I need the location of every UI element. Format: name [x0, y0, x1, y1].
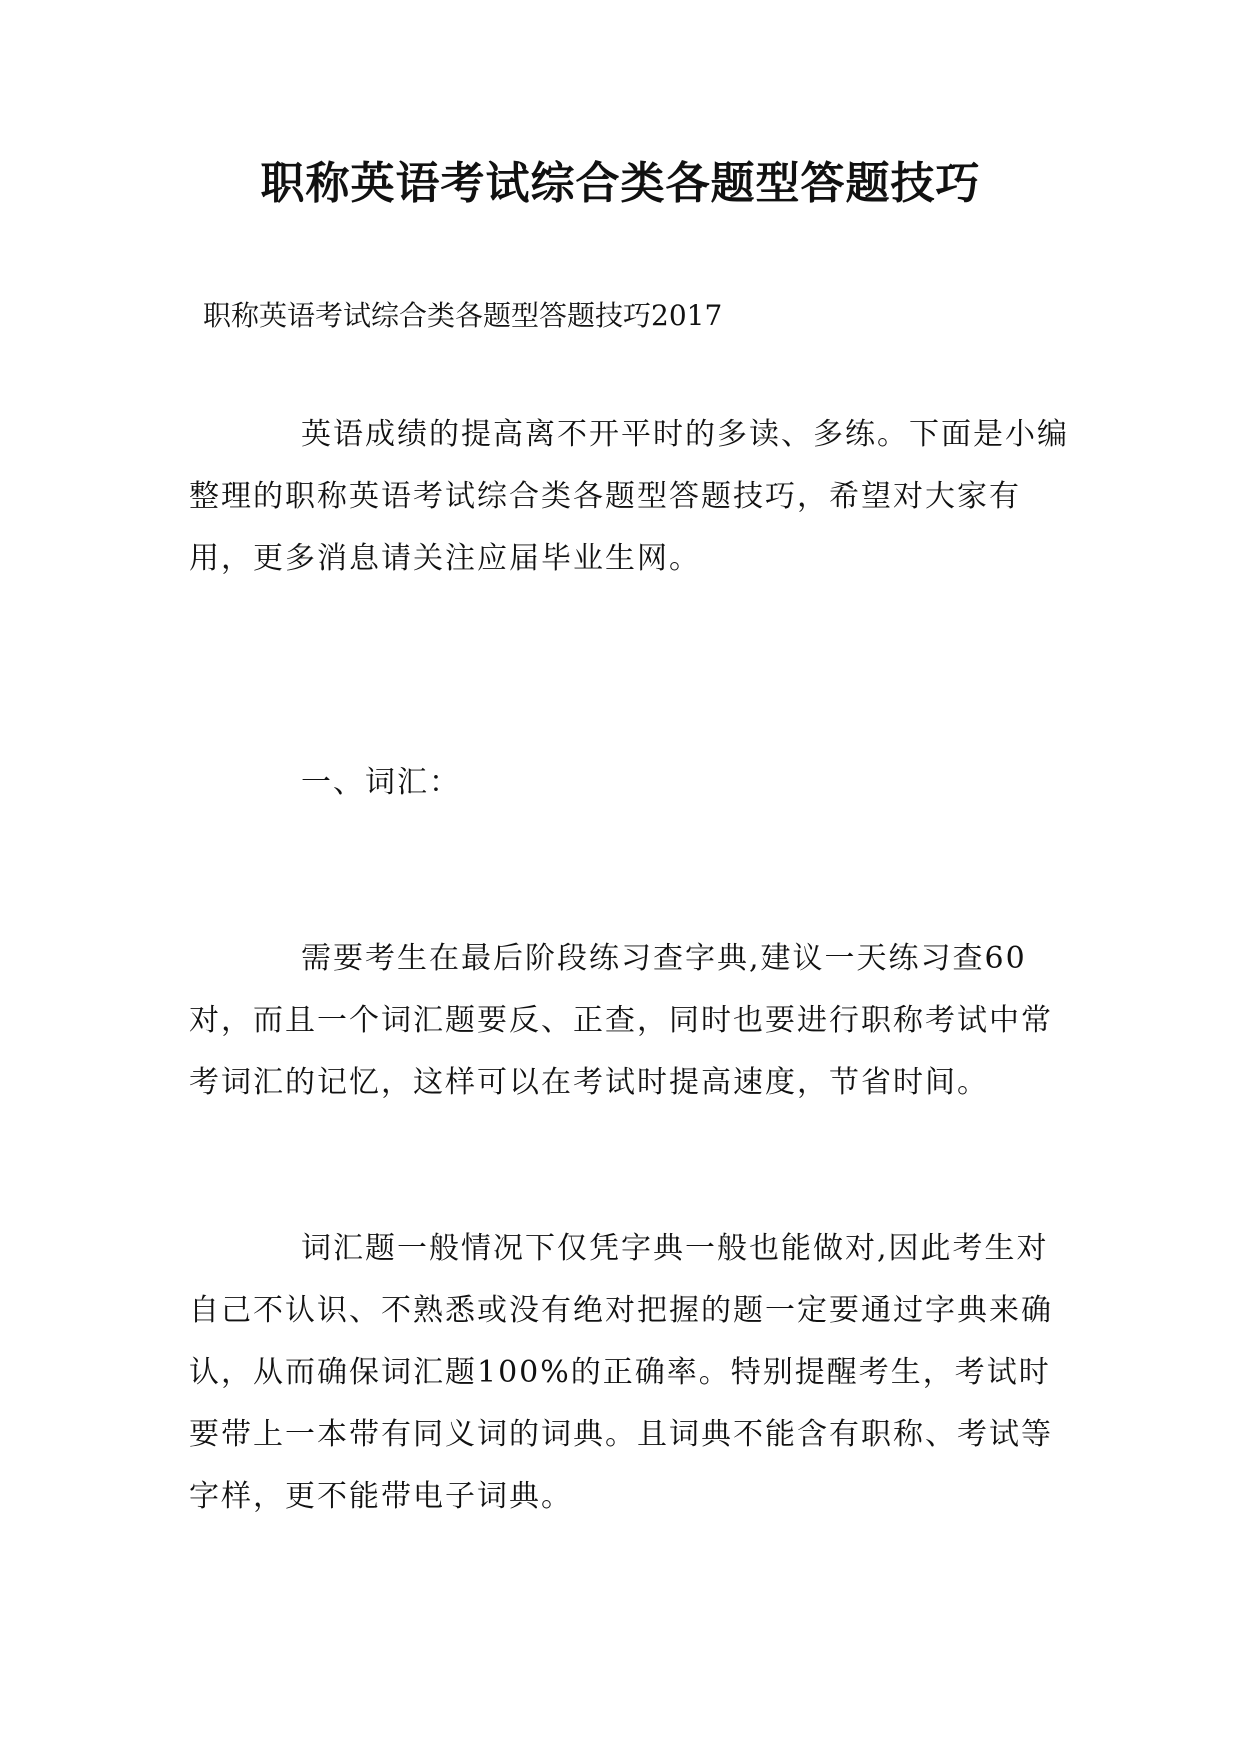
- dictionary-practice-paragraph: 需要考生在最后阶段练习查字典,建议一天练习查60对，而且一个词汇题要反、正查，同时也要进行职称考试中常考词汇的记忆，这样可以在考试时提高速度，节省时间。: [189, 941, 1053, 1100]
- vocabulary-tips-paragraph: 词汇题一般情况下仅凭字典一般也能做对,因此考生对自己不认识、不熟悉或没有绝对把握的题一定要通过字典来确认，从而确保词汇题100%的正确率。特别提醒考生，考试时要带上一本带有同义词的词典。且词典不能含有职称、考试等字样，更不能带电子词典。: [189, 1231, 1053, 1514]
- document-title: 职称英语考试综合类各题型答题技巧: [260, 158, 981, 209]
- section-heading-vocabulary: 一、词汇：: [301, 765, 461, 800]
- document-subtitle: 职称英语考试综合类各题型答题技巧2017: [203, 299, 723, 332]
- intro-paragraph: 英语成绩的提高离不开平时的多读、多练。下面是小编整理的职称英语考试综合类各题型答题技巧，希望对大家有用，更多消息请关注应届毕业生网。: [189, 417, 1069, 576]
